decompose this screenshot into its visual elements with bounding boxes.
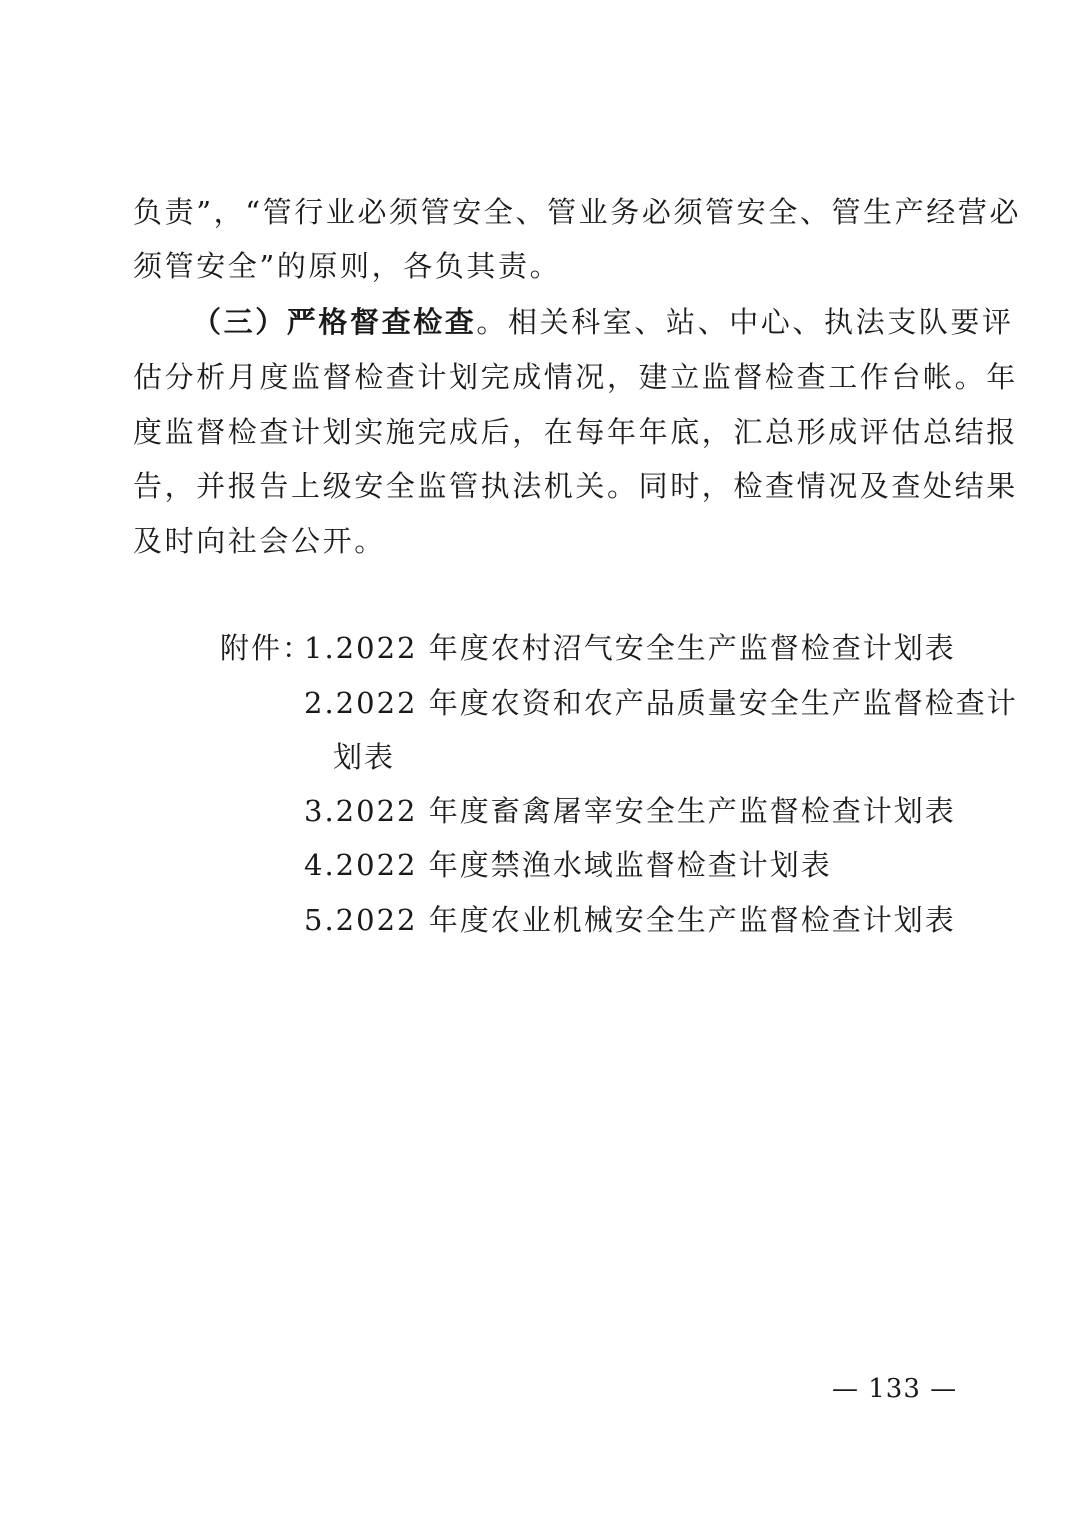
paragraph-line: 告，并报告上级安全监管执法机关。同时，检查情况及查处结果 <box>133 469 1018 503</box>
paragraph-line <box>192 302 1014 342</box>
attachment-item: 4.2022 年度禁渔水域监督检查计划表 <box>304 848 832 882</box>
attachments-label: 附件： <box>220 631 314 665</box>
paragraph-line: 度监督检查计划实施完成后，在每年年底，汇总形成评估总结报 <box>133 415 1018 449</box>
paragraph-text: 。相关科室、站、中心、执法支队要评 <box>476 305 1014 339</box>
section-heading: （三）严格督查检查 <box>192 305 477 339</box>
paragraph-line: 负责”，“管行业必须管安全、管业务必须管安全、管生产经营必 <box>133 195 1022 229</box>
attachment-item: 3.2022 年度畜禽屠宰安全生产监督检查计划表 <box>304 794 956 828</box>
attachment-item-continuation: 划表 <box>333 740 396 774</box>
attachment-item: 5.2022 年度农业机械安全生产监督检查计划表 <box>304 903 956 937</box>
attachment-item: 2.2022 年度农资和农产品质量安全生产监督检查计 <box>304 686 1018 720</box>
attachment-item: 1.2022 年度农村沼气安全生产监督检查计划表 <box>304 631 956 665</box>
paragraph-line: 及时向社会公开。 <box>133 524 386 558</box>
paragraph-line: 须管安全”的原则，各负其责。 <box>133 249 562 283</box>
page-number: — 133 — <box>832 1374 958 1404</box>
paragraph-line: 估分析月度监督检查计划完成情况，建立监督检查工作台帐。年 <box>133 360 1018 394</box>
